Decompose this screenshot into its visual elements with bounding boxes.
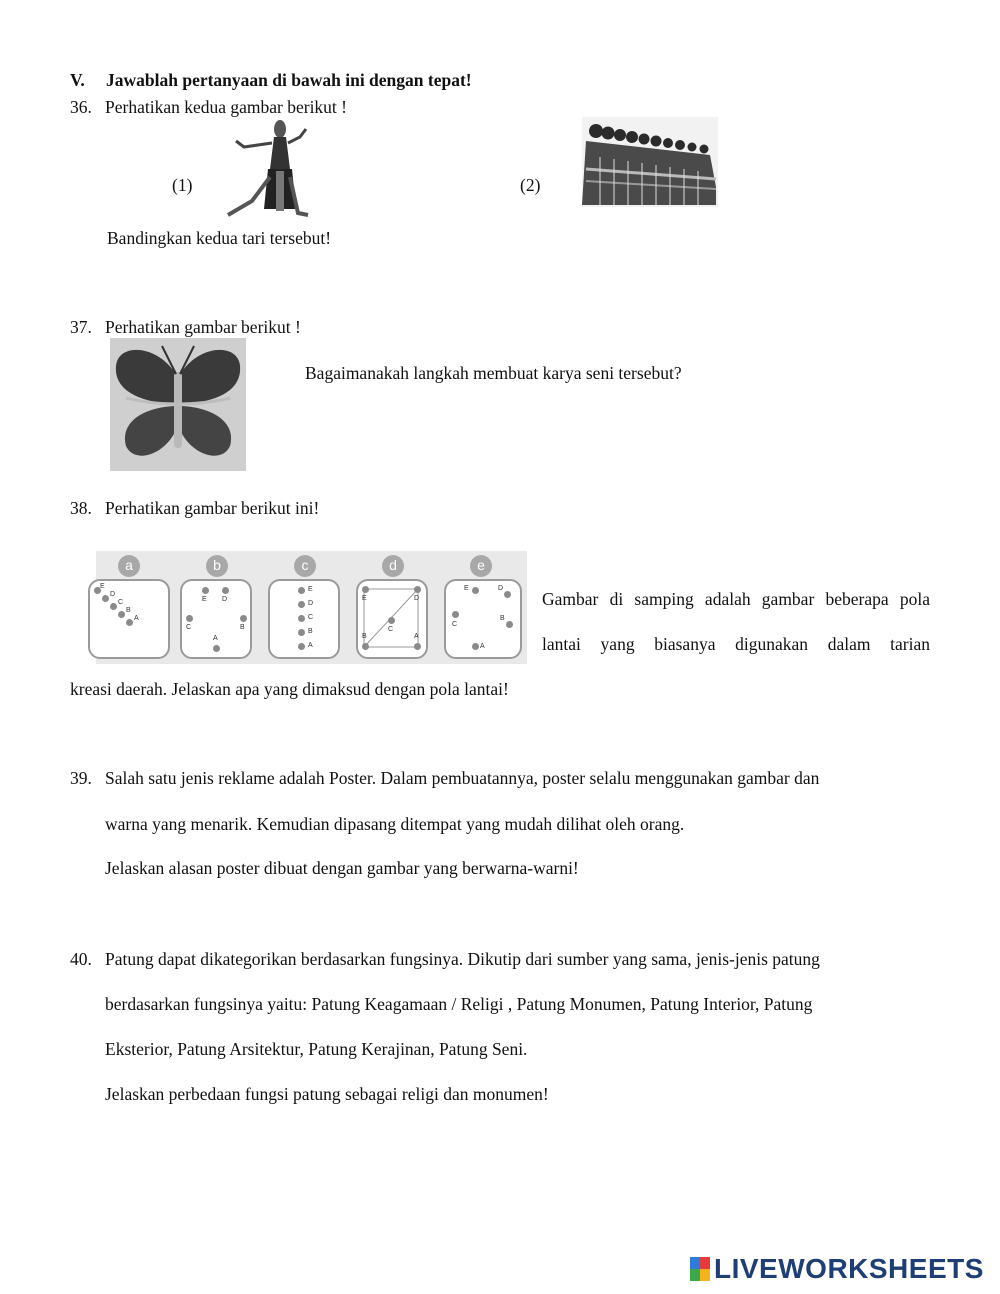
dancer-label: C <box>452 621 458 628</box>
dancer-dot <box>472 643 479 650</box>
solo-dancer-figure <box>222 117 312 219</box>
dancer-dot <box>102 595 109 602</box>
dancer-label: D <box>498 585 504 592</box>
q38-text-line-1: Gambar di samping adalah gambar beberapa pola <box>542 589 930 609</box>
dancer-label: D <box>110 591 116 598</box>
dancer-dot <box>388 617 395 624</box>
q40-line-1: Patung dapat dikategorikan berdasarkan fungsinya. Dikutip dari sumber yang sama, jenis-jenis patung <box>105 949 820 969</box>
dancer-label: B <box>126 607 131 614</box>
pattern-tile-b <box>180 579 252 659</box>
dancer-label: C <box>388 626 394 633</box>
dancer-dot <box>186 615 193 622</box>
dancer-label: A <box>134 615 139 622</box>
dancer-label: A <box>480 643 485 650</box>
liveworksheets-logo <box>690 1254 984 1284</box>
dancer-dot <box>298 643 305 650</box>
dancer-dot <box>202 587 209 594</box>
q40-line-3: Eksterior, Patung Arsitektur, Patung Kerajinan, Patung Seni. <box>105 1039 528 1059</box>
q36-label-2: (2) <box>520 175 541 195</box>
dancer-label: C <box>186 624 192 631</box>
q38-prompt: Perhatikan gambar berikut ini! <box>105 498 320 518</box>
dancer-dot <box>298 629 305 636</box>
dancer-label: B <box>308 628 313 635</box>
brand-name: LIVEWORKSHEETS <box>714 1253 984 1284</box>
dancer-dot <box>213 645 220 652</box>
dancer-label: A <box>308 642 313 649</box>
dancer-label: A <box>213 635 218 642</box>
dancer-label: B <box>500 615 505 622</box>
pattern-badge-a: a <box>118 555 140 577</box>
pattern-badge-c: c <box>294 555 316 577</box>
dancer-label: C <box>308 614 314 621</box>
q38-text-line-3: kreasi daerah. Jelaskan apa yang dimaksud dengan pola lantai! <box>70 679 509 699</box>
dancer-dot <box>110 603 117 610</box>
dancer-label: B <box>240 624 245 631</box>
q36-task: Bandingkan kedua tari tersebut! <box>107 228 332 248</box>
dancer-dot <box>298 615 305 622</box>
dancer-dot <box>362 643 369 650</box>
q40-number: 40. <box>70 949 92 969</box>
group-dancers-figure <box>582 117 718 207</box>
q36-number: 36. <box>70 97 92 117</box>
butterfly-figure <box>110 338 246 471</box>
dancer-dot <box>118 611 125 618</box>
pattern-badge-d: d <box>382 555 404 577</box>
dancer-dot <box>240 615 247 622</box>
pattern-badge-e: e <box>470 555 492 577</box>
q40-line-4: Jelaskan perbedaan fungsi patung sebagai religi dan monumen! <box>105 1084 549 1104</box>
dancer-label: E <box>202 596 207 603</box>
q38-text-line-2: lantai yang biasanya digunakan dalam tarian <box>542 634 930 654</box>
pattern-tile-c <box>268 579 340 659</box>
floor-pattern-figure <box>96 551 527 664</box>
dancer-dot <box>452 611 459 618</box>
dancer-dot <box>504 591 511 598</box>
dancer-label: C <box>118 599 124 606</box>
dancer-label: D <box>308 600 314 607</box>
dancer-dot <box>298 587 305 594</box>
pattern-tile-d <box>356 579 428 659</box>
q40-line-2: berdasarkan fungsinya yaitu: Patung Keagamaan / Religi , Patung Monumen, Patung Interior, Patung <box>105 994 813 1014</box>
dancer-dot <box>362 586 369 593</box>
dancer-label: E <box>308 586 313 593</box>
dancer-label: A <box>414 633 419 640</box>
q38-number: 38. <box>70 498 92 518</box>
butterfly-mosaic-image <box>110 338 246 471</box>
q36-label-1: (1) <box>172 175 193 195</box>
pattern-tile-e <box>444 579 522 659</box>
section-title: Jawablah pertanyaan di bawah ini dengan tepat! <box>106 70 472 90</box>
dancer-dot <box>414 643 421 650</box>
q39-line-1: Salah satu jenis reklame adalah Poster. Dalam pembuatannya, poster selalu menggunakan gambar dan <box>105 768 820 788</box>
dancer-dot <box>298 601 305 608</box>
dancer-dot <box>126 619 133 626</box>
dancer-solo-image <box>222 117 312 219</box>
dancer-label: E <box>464 585 469 592</box>
dancer-dot <box>472 587 479 594</box>
dancer-label: B <box>362 633 367 640</box>
q37-question: Bagaimanakah langkah membuat karya seni tersebut? <box>305 363 682 383</box>
dancer-dot <box>506 621 513 628</box>
dancer-label: E <box>362 595 367 602</box>
liveworksheets-icon <box>690 1257 710 1281</box>
dancers-group-image <box>582 117 718 207</box>
section-number: V. <box>70 70 85 90</box>
pattern-badge-b: b <box>206 555 228 577</box>
q39-number: 39. <box>70 768 92 788</box>
dancer-dot <box>222 587 229 594</box>
dancer-label: D <box>222 596 228 603</box>
q39-line-2: warna yang menarik. Kemudian dipasang ditempat yang mudah dilihat oleh orang. <box>105 814 685 834</box>
dancer-label: D <box>414 595 420 602</box>
q37-number: 37. <box>70 317 92 337</box>
pattern-tile-a <box>88 579 170 659</box>
dancer-label: E <box>100 583 105 590</box>
q39-line-3: Jelaskan alasan poster dibuat dengan gambar yang berwarna-warni! <box>105 858 579 878</box>
q36-prompt: Perhatikan kedua gambar berikut ! <box>105 97 347 117</box>
dancer-dot <box>414 586 421 593</box>
q37-prompt: Perhatikan gambar berikut ! <box>105 317 301 337</box>
